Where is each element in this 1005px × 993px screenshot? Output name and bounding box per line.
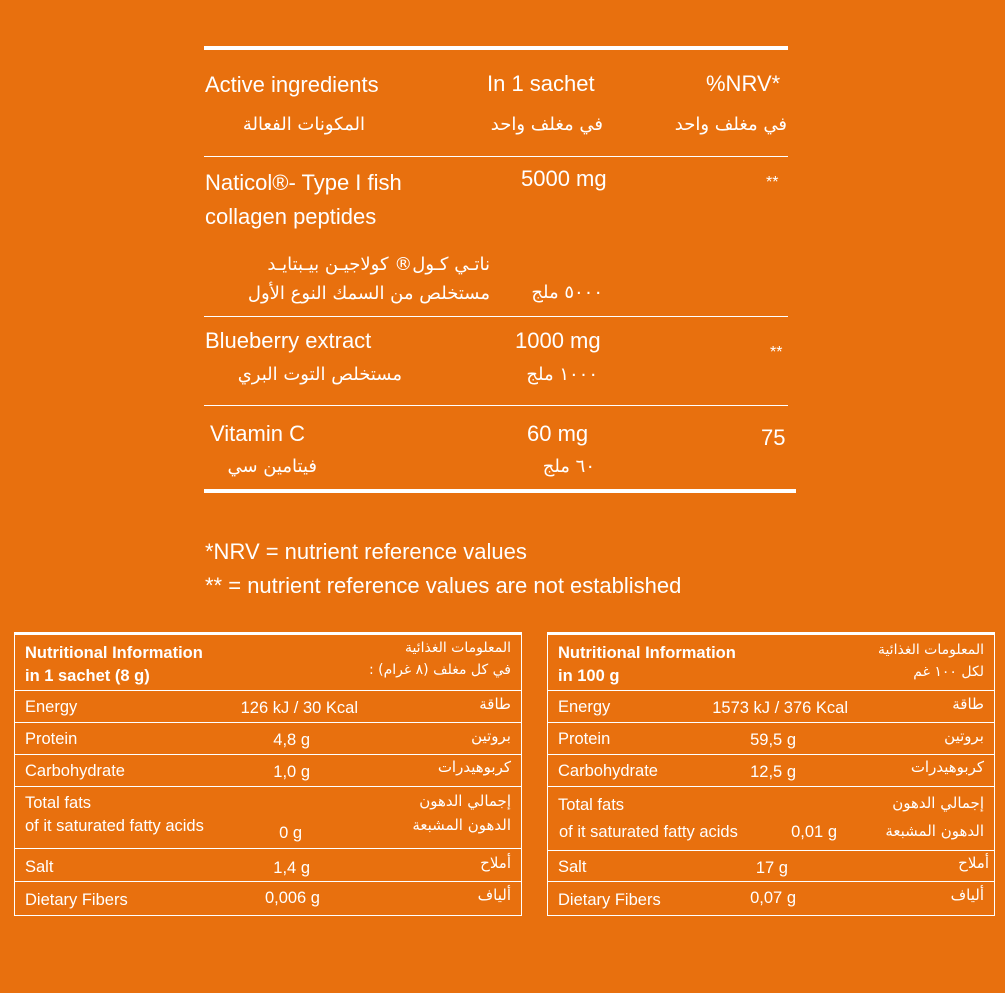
row-blueberry-nrv: **: [770, 344, 783, 361]
dietary-fibers-label: Dietary Fibers: [558, 891, 661, 909]
row-collagen-name-ar: ناتـي كـول® كولاجيـن بيـبتايـد: [267, 254, 490, 275]
row-vitamin-c-amount-ar: ٦٠ ملج: [542, 456, 595, 477]
nutrition-title-ar: المعلومات الغذائية: [404, 640, 511, 656]
total-fats-label: Total fats: [25, 794, 92, 812]
saturated-fats-label: of it saturated fatty acids: [25, 817, 204, 835]
row-collagen-nrv: **: [766, 174, 779, 191]
total-fats-label-ar: إجمالي الدهون: [419, 792, 511, 810]
carbohydrate-value: 12,5 g: [750, 763, 796, 781]
fats-value: 0 g: [279, 824, 302, 842]
salt-label: Salt: [25, 858, 54, 876]
carbohydrate-value: 1,0 g: [273, 763, 310, 781]
nutrition-subtitle: in 1 sachet (8 g): [25, 667, 150, 685]
nutrition-title: Nutritional Information: [25, 644, 203, 662]
dietary-fibers-label: Dietary Fibers: [25, 891, 128, 909]
energy-value: 126 kJ / 30 Kcal: [240, 699, 358, 717]
header-active-ingredients-ar: المكونات الفعالة: [242, 114, 365, 135]
carbohydrate-label-ar: كربوهيدرات: [910, 758, 984, 776]
footnote-nrv: *NRV = nutrient reference values: [205, 539, 527, 564]
salt-label: Salt: [558, 858, 587, 876]
row-collagen-name-ar-line2: مستخلص من السمك النوع الأول: [247, 283, 490, 304]
table-top-rule: [204, 46, 788, 50]
row-collagen-name: Naticol®- Type I fish: [205, 170, 402, 195]
row-collagen-amount: 5000 mg: [521, 166, 607, 191]
dietary-fibers-value: 0,006 g: [264, 889, 320, 907]
energy-label-ar: طاقة: [479, 695, 511, 713]
salt-value: 1,4 g: [273, 859, 310, 877]
saturated-fats-label-ar: الدهون المشبعة: [885, 822, 984, 840]
nutrition-title-ar: المعلومات الغذائية: [877, 642, 984, 658]
carbohydrate-label: Carbohydrate: [25, 762, 125, 780]
protein-value: 4,8 g: [273, 731, 310, 749]
row-blueberry-amount-ar: ١٠٠٠ ملج: [526, 364, 598, 385]
protein-label-ar: بروتين: [944, 727, 984, 745]
dietary-fibers-label-ar: ألياف: [477, 886, 511, 904]
row-blueberry-amount: 1000 mg: [515, 328, 601, 353]
protein-label: Protein: [25, 730, 78, 748]
table-left-border: [14, 632, 15, 916]
fats-value: 0,01 g: [791, 823, 837, 841]
salt-value: 17 g: [755, 859, 788, 877]
header-active-ingredients: Active ingredients: [205, 72, 379, 97]
energy-value: 1573 kJ / 376 Kcal: [712, 699, 848, 717]
header-in-1-sachet: In 1 sachet: [487, 71, 595, 96]
header-nrv-ar: في مغلف واحد: [674, 114, 787, 135]
row-vitamin-c-name-ar: فيتامين سي: [227, 456, 317, 477]
table-left-border: [547, 632, 548, 916]
nutrition-table-per-100g: [547, 632, 995, 916]
carbohydrate-label: Carbohydrate: [558, 762, 658, 780]
row-vitamin-c-nrv: 75: [761, 425, 786, 450]
dietary-fibers-label-ar: ألياف: [950, 886, 984, 904]
row-collagen-amount-ar: ٥٠٠٠ ملج: [531, 282, 603, 303]
carbohydrate-label-ar: كربوهيدرات: [437, 758, 511, 776]
total-fats-label: Total fats: [558, 796, 625, 814]
protein-label-ar: بروتين: [471, 727, 511, 745]
row-divider: [204, 316, 788, 317]
salt-label-ar: أملاح: [480, 854, 511, 872]
nutrition-table-per-sachet: [14, 632, 522, 916]
energy-label: Energy: [558, 698, 611, 716]
saturated-fats-label: of it saturated fatty acids: [559, 823, 738, 841]
row-vitamin-c-amount: 60 mg: [527, 421, 589, 446]
nutrition-subtitle: in 100 g: [558, 667, 620, 685]
energy-label-ar: طاقة: [952, 695, 984, 713]
protein-label: Protein: [558, 730, 611, 748]
nutrition-title: Nutritional Information: [558, 644, 736, 662]
table-right-border: [994, 632, 995, 916]
nutrition-subtitle-ar: لكل ١٠٠ غم: [913, 664, 984, 680]
table-right-border: [521, 632, 522, 916]
total-fats-label-ar: إجمالي الدهون: [892, 794, 984, 812]
salt-label-ar: أملاح: [958, 854, 989, 872]
header-nrv: %NRV*: [706, 71, 781, 96]
protein-value: 59,5 g: [750, 731, 796, 749]
nutrition-subtitle-ar: في كل مغلف (٨ غرام) :: [368, 662, 511, 678]
saturated-fats-label-ar: الدهون المشبعة: [412, 816, 511, 834]
row-divider: [204, 156, 788, 157]
table-bottom-rule: [204, 489, 796, 493]
footnote-not-established: ** = nutrient reference values are not established: [205, 573, 682, 598]
row-collagen-name-line2: collagen peptides: [205, 204, 377, 229]
dietary-fibers-value: 0,07 g: [750, 889, 796, 907]
energy-label: Energy: [25, 698, 78, 716]
row-divider: [204, 405, 788, 406]
header-in-1-sachet-ar: في مغلف واحد: [490, 114, 603, 135]
row-vitamin-c-name: Vitamin C: [210, 421, 305, 446]
row-blueberry-name: Blueberry extract: [205, 328, 372, 353]
row-blueberry-name-ar: مستخلص التوت البري: [237, 364, 402, 385]
